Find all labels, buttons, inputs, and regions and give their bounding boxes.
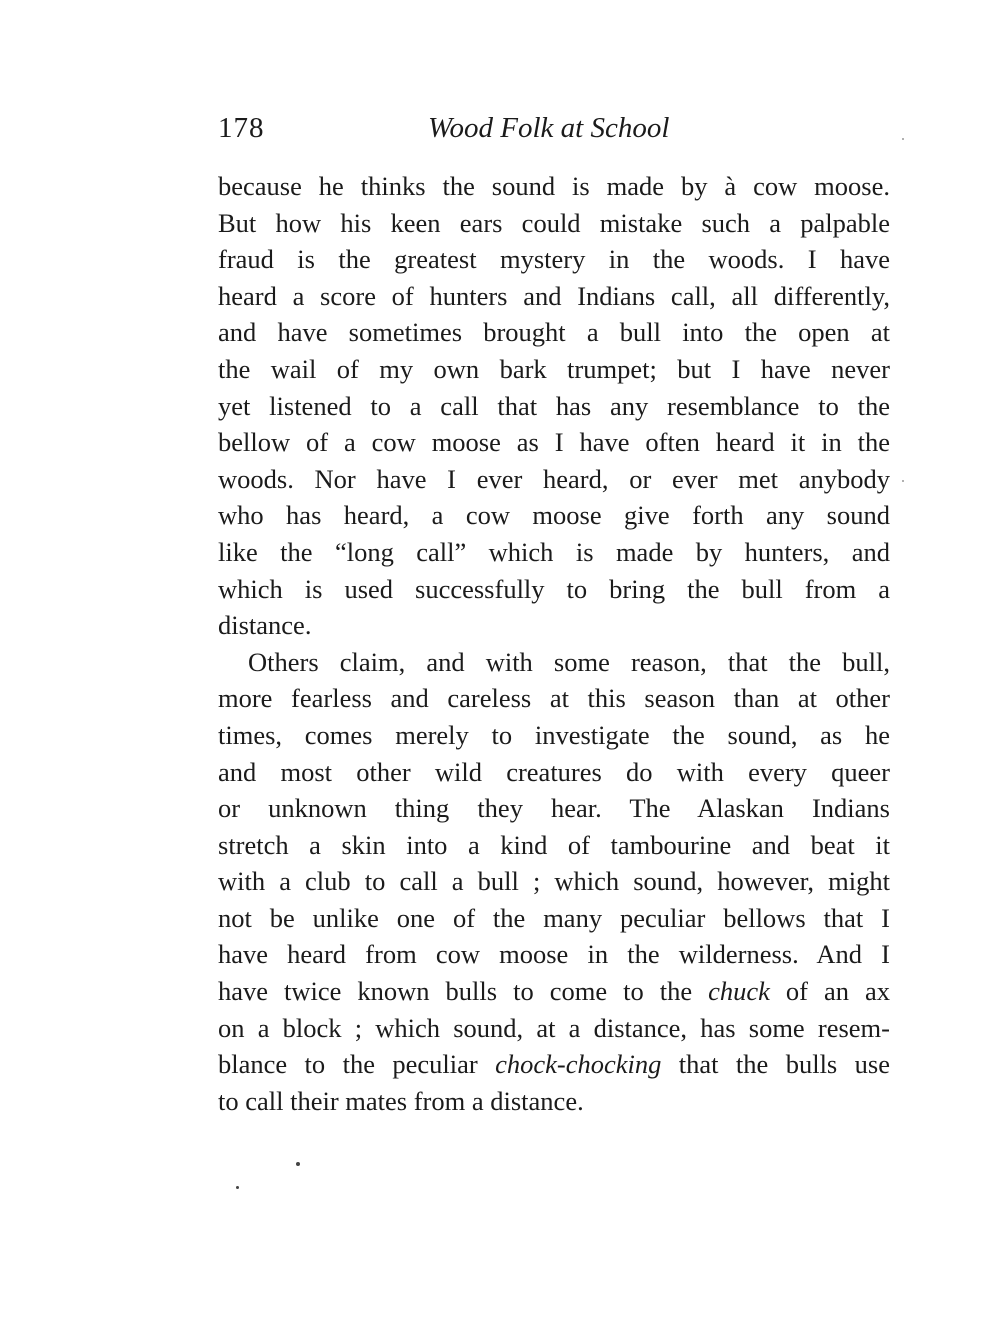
text-line: have twice known bulls to come to the chuck of an ax [218, 976, 890, 1007]
scan-speck [902, 138, 904, 140]
text-line: with a club to call a bull ; which sound, however, might [218, 866, 890, 897]
text-line: yet listened to a call that has any resemblance to the [218, 390, 890, 421]
italic-word-chuck: chuck [708, 976, 770, 1007]
page-header [218, 108, 890, 152]
text-line: or unknown thing they hear. The Alaskan Indians [218, 793, 890, 824]
scan-speck [236, 1186, 239, 1189]
running-title: Wood Folk at School [428, 112, 670, 144]
text-line: to call their mates from a distance. [218, 1085, 584, 1116]
text-line: distance. [218, 610, 312, 641]
text-line: which is used successfully to bring the bull from a [218, 573, 890, 604]
italic-word-chock-chocking: chock-chocking [495, 1049, 662, 1080]
paragraph-2 [218, 644, 890, 1120]
scan-speck [296, 1162, 300, 1166]
text-line: and have sometimes brought a bull into the open at [218, 317, 890, 348]
text-line: blance to the peculiar chock-chocking that the bulls use [218, 1049, 890, 1080]
text-line: the wail of my own bark trumpet; but I have never [218, 353, 890, 384]
text-line: like the “long call” which is made by hunters, and [218, 536, 890, 567]
text-line: heard a score of hunters and Indians call, all differently, [218, 280, 890, 311]
text-line: not be unlike one of the many peculiar bellows that I [218, 902, 890, 933]
text-line: more fearless and careless at this season than at other [218, 683, 890, 714]
text-line: bellow of a cow moose as I have often heard it in the [218, 427, 890, 458]
text-line: because he thinks the sound is made by à cow moose. [218, 171, 890, 201]
text-line: who has heard, a cow moose give forth any sound [218, 500, 890, 531]
text-line: times, comes merely to investigate the sound, as he [218, 719, 890, 750]
text-line: and most other wild creatures do with every queer [218, 756, 890, 787]
scan-speck [902, 480, 904, 482]
text-line: fraud is the greatest mystery in the woods. I have [218, 244, 890, 275]
body-text [218, 168, 890, 1119]
text-line: have heard from cow moose in the wilderness. And I [218, 939, 890, 970]
page-number: 178 [218, 112, 265, 144]
text-line: Others claim, and with some reason, that the bull, [248, 646, 890, 677]
text-line: But how his keen ears could mistake such a palpable [218, 207, 890, 238]
text-line: woods. Nor have I ever heard, or ever met anybody [218, 463, 890, 494]
text-line: on a block ; which sound, at a distance, has some resem- [218, 1012, 890, 1043]
paragraph-1 [218, 168, 890, 644]
text-line: stretch a skin into a kind of tambourine and beat it [218, 829, 890, 860]
